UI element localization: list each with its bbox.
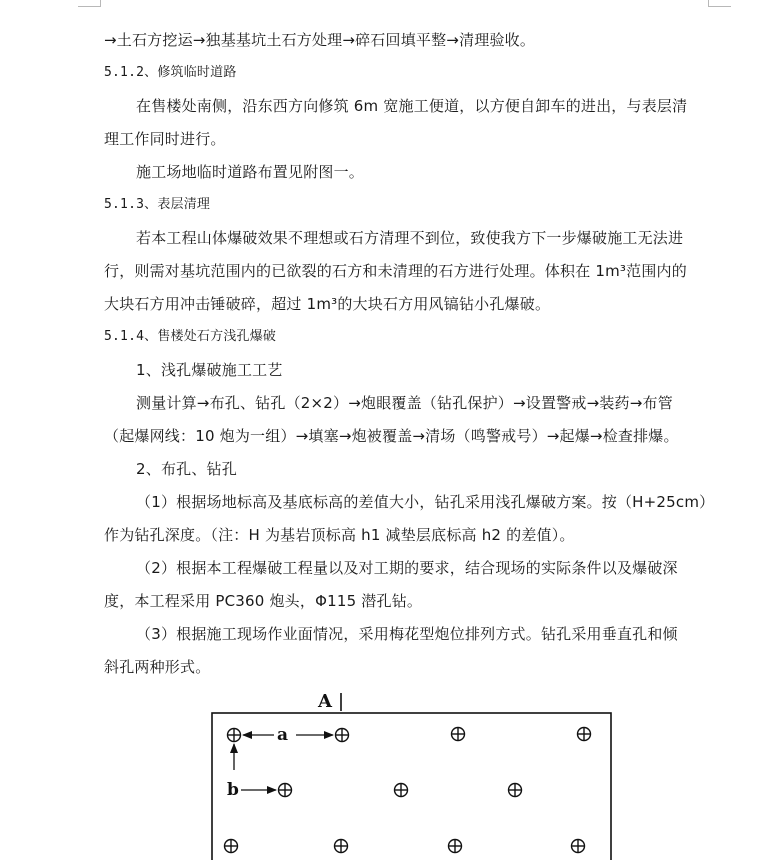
borehole bbox=[335, 840, 348, 853]
paragraph-item-3-line-2: 斜孔两种形式。 bbox=[104, 658, 211, 676]
page-crop-mark-left bbox=[78, 0, 101, 7]
borehole bbox=[449, 840, 462, 853]
paragraph-surface-clearing-line-2: 行，则需对基坑范围内的已欲裂的石方和未清理的石方进行处理。体积在 1m³范围内的 bbox=[104, 262, 687, 280]
subheading-drilling: 2、布孔、钻孔 bbox=[136, 460, 237, 478]
plum-blossom-borehole-diagram bbox=[200, 684, 620, 860]
paragraph-item-1-line-2: 作为钻孔深度。（注：H 为基岩顶标高 h1 减垫层底标高 h2 的差值）。 bbox=[104, 526, 575, 544]
paragraph-process-line-1: 测量计算→布孔、钻孔（2×2）→炮眼覆盖（钻孔保护）→设置警戒→装药→布管 bbox=[136, 394, 673, 412]
section-label: A bbox=[318, 691, 332, 712]
paragraph-temp-road-line-2: 理工作同时进行。 bbox=[104, 130, 226, 148]
heading-5-1-3: 5.1.3、表层清理 bbox=[104, 197, 211, 212]
borehole bbox=[452, 728, 465, 741]
paragraph-item-2-line-1: （2）根据本工程爆破工程量以及对工期的要求，结合现场的实际条件以及爆破深 bbox=[136, 559, 678, 577]
paragraph-item-3-line-1: （3）根据施工现场作业面情况，采用梅花型炮位排列方式。钻孔采用垂直孔和倾 bbox=[136, 625, 678, 643]
paragraph-surface-clearing-line-1: 若本工程山体爆破效果不理想或石方清理不到位，致使我方下一步爆破施工无法进 bbox=[136, 229, 684, 247]
paragraph-road-layout: 施工场地临时道路布置见附图一。 bbox=[136, 163, 365, 181]
heading-5-1-4: 5.1.4、售楼处石方浅孔爆破 bbox=[104, 329, 277, 344]
borehole bbox=[578, 728, 591, 741]
spacing-a-label: a bbox=[277, 725, 289, 745]
borehole bbox=[228, 729, 241, 742]
borehole bbox=[225, 840, 238, 853]
paragraph-item-2-line-2: 度，本工程采用 PC360 炮头，Φ115 潜孔钻。 bbox=[104, 592, 423, 610]
paragraph-surface-clearing-line-3: 大块石方用冲击锤破碎，超过 1m³的大块石方用风镐钻小孔爆破。 bbox=[104, 295, 551, 313]
paragraph-temp-road-line-1: 在售楼处南侧，沿东西方向修筑 6m 宽施工便道，以方便自卸车的进出，与表层清 bbox=[136, 97, 688, 115]
borehole bbox=[395, 784, 408, 797]
spacing-b-label: b bbox=[227, 780, 239, 800]
paragraph-process-line-2: （起爆网线：10 炮为一组）→填塞→炮被覆盖→清场（鸣警戒号）→起爆→检查排爆。 bbox=[104, 427, 679, 445]
paragraph-process-flow-end: →土石方挖运→独基基坑土石方处理→碎石回填平整→清理验收。 bbox=[104, 31, 536, 49]
borehole bbox=[509, 784, 522, 797]
borehole bbox=[336, 729, 349, 742]
borehole bbox=[572, 840, 585, 853]
subheading-process: 1、浅孔爆破施工工艺 bbox=[136, 361, 283, 379]
heading-5-1-2: 5.1.2、修筑临时道路 bbox=[104, 65, 237, 80]
page-crop-mark-right bbox=[708, 0, 731, 7]
paragraph-item-1-line-1: （1）根据场地标高及基底标高的差值大小，钻孔采用浅孔爆破方案。按（H+25cm） bbox=[136, 493, 715, 511]
borehole bbox=[279, 784, 292, 797]
